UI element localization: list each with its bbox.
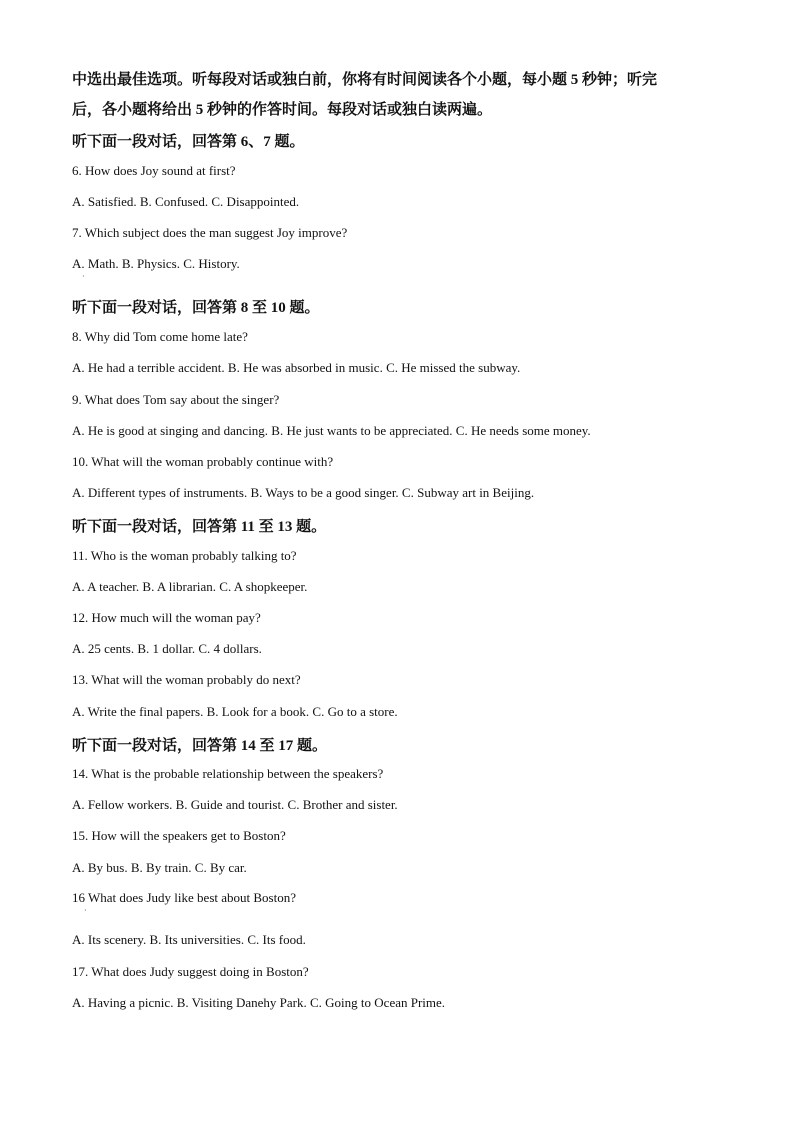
question-text: 9. What does Tom say about the singer? bbox=[72, 392, 280, 407]
answer-options: A. Having a picnic. B. Visiting Danehy Park. C. Going to Ocean Prime. bbox=[72, 995, 446, 1010]
question-text: 6. How does Joy sound at first? bbox=[72, 163, 236, 178]
question-text: 17. What does Judy suggest doing in Boston? bbox=[72, 964, 309, 979]
answer-options: A. Different types of instruments. B. Ways to be a good singer. C. Subway art in Beijing. bbox=[72, 485, 535, 500]
section-heading: 听下面一段对话，回答第 11 至 13 题。 bbox=[72, 519, 327, 535]
answer-options: A. He is good at singing and dancing. B. He just wants to be appreciated. C. He needs some money. bbox=[72, 423, 591, 438]
answer-options: A. Math. B. Physics. C. History. bbox=[72, 256, 240, 271]
question-text: 16 What does Judy like best about Boston? bbox=[72, 890, 296, 905]
question-text: 12. How much will the woman pay? bbox=[72, 610, 261, 625]
answer-options: A. 25 cents. B. 1 dollar. C. 4 dollars. bbox=[72, 641, 262, 656]
answer-options: A. He had a terrible accident. B. He was absorbed in music. C. He missed the subway. bbox=[72, 360, 521, 375]
intro-line-2: 后，各小题将给出 5 秒钟的作答时间。每段对话或独白读两遍。 bbox=[72, 102, 493, 118]
question-text: 15. How will the speakers get to Boston? bbox=[72, 828, 286, 843]
answer-options: A. Its scenery. B. Its universities. C. Its food. bbox=[72, 932, 306, 947]
answer-options: A. Write the final papers. B. Look for a book. C. Go to a store. bbox=[72, 704, 398, 719]
question-text: 10. What will the woman probably continue with? bbox=[72, 454, 334, 469]
stray-dot-mark: · bbox=[84, 906, 87, 915]
question-text: 13. What will the woman probably do next? bbox=[72, 672, 301, 687]
intro-line-1: 中选出最佳选项。听每段对话或独白前，你将有时间阅读各个小题，每小题 5 秒钟；听完 bbox=[72, 72, 658, 88]
section-heading: 听下面一段对话，回答第 8 至 10 题。 bbox=[72, 300, 320, 316]
section-heading: 听下面一段对话，回答第 14 至 17 题。 bbox=[72, 738, 328, 754]
question-text: 8. Why did Tom come home late? bbox=[72, 329, 248, 344]
answer-options: A. A teacher. B. A librarian. C. A shopkeeper. bbox=[72, 579, 308, 594]
question-text: 14. What is the probable relationship between the speakers? bbox=[72, 766, 384, 781]
stray-dot-mark: · bbox=[82, 272, 85, 281]
section-heading: 听下面一段对话，回答第 6、7 题。 bbox=[72, 134, 305, 150]
answer-options: A. By bus. B. By train. C. By car. bbox=[72, 860, 247, 875]
answer-options: A. Satisfied. B. Confused. C. Disappointed. bbox=[72, 194, 300, 209]
question-text: 11. Who is the woman probably talking to? bbox=[72, 548, 297, 563]
answer-options: A. Fellow workers. B. Guide and tourist. C. Brother and sister. bbox=[72, 797, 398, 812]
question-text: 7. Which subject does the man suggest Joy improve? bbox=[72, 225, 348, 240]
